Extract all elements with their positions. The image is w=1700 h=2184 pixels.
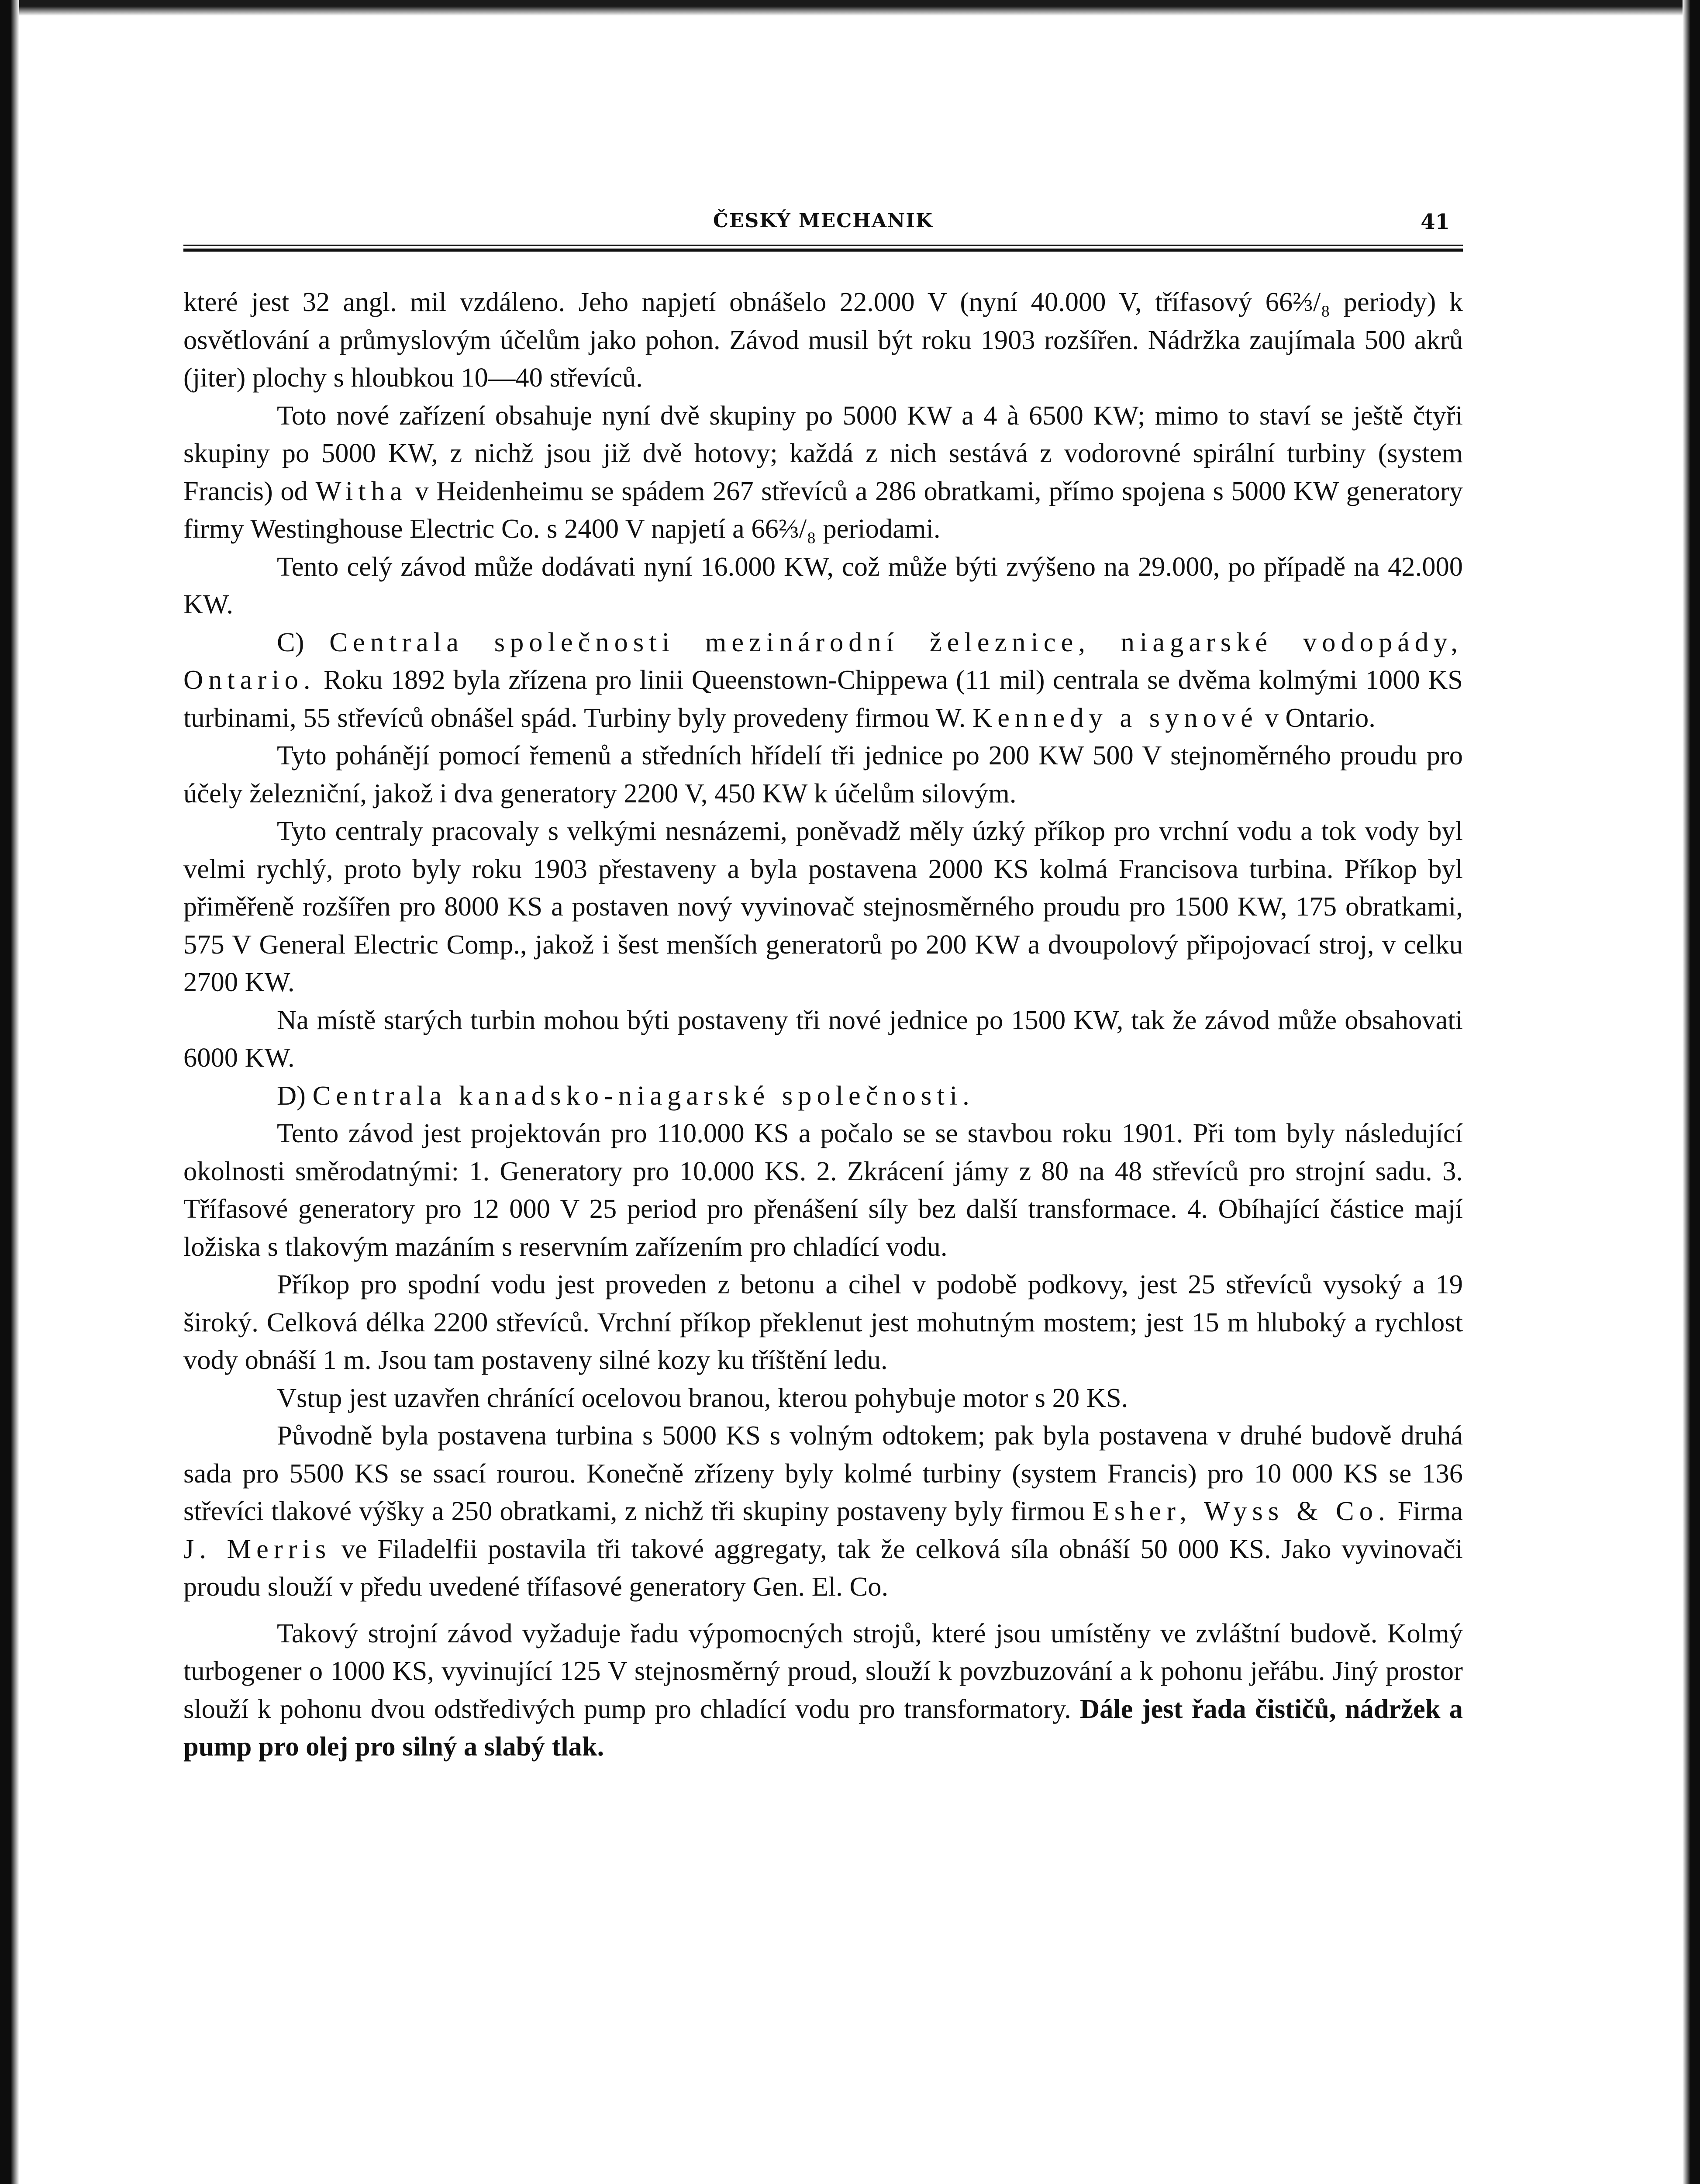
text-run: v Ontario. bbox=[1258, 702, 1376, 733]
scan-border-left bbox=[0, 0, 19, 2184]
paragraph bbox=[183, 397, 1463, 548]
spaced-emphasis: Centrala společnosti mezinárodní železnice, niagarské vodopády, Ontario. bbox=[183, 626, 1463, 695]
bold-text: Dále jest řada čističů, nádržek a pump pro olej pro silný a slabý tlak. bbox=[183, 1693, 1463, 1762]
spaced-emphasis: J. Merris bbox=[183, 1533, 331, 1564]
spaced-emphasis: Centrala kanadsko-niagarské společnosti. bbox=[312, 1080, 975, 1111]
text-run: Tyto pohánějí pomocí řemenů a středních hřídelí tři jednice po 200 KW 500 V stejnoměrného proudu pro účely železniční, jakož i dva generatory 2200 V, 450 KW k účelům silovým. bbox=[183, 740, 1463, 809]
text-run: Takový strojní závod vyžaduje řadu výpomocných strojů, které jsou umístěny ve zvláštní budově. Kolmý turbogener o 1000 KS, vyvinující 125 V stejnosměrný proud, slouží k povzbuzování a k pohonu jeřábu. Jiný prostor slouží k pohonu dvou odstředivých pump pro chladící vodu pro transformatory. bbox=[183, 1617, 1463, 1724]
text-run: Na místě starých turbin mohou býti postaveny tři nové jednice po 1500 KW, tak že závod může obsahovati 6000 KW. bbox=[183, 1004, 1463, 1073]
text-run: Příkop pro spodní vodu jest proveden z betonu a cihel v podobě podkovy, jest 25 střevíců vysoký a 19 široký. Celková délka 2200 střevíců. Vrchní příkop překlenut jest mohutným mostem; jest 15 m hluboký a rychlost vody obnáší 1 m. Jsou tam postaveny silné kozy ku tříštění ledu. bbox=[183, 1269, 1463, 1375]
paragraph bbox=[183, 1614, 1463, 1766]
text-run: Původně byla postavena turbina s 5000 KS s volným odtokem; pak byla postavena v druhé budově druhá sada pro 5500 KS se ssací rourou. Konečně zřízeny byly kolmé turbiny (system Francis) pro 10 000 KS se 136 střevíci tlakové výšky a 250 obratkami, z nichž tři skupiny postaveny byly firmou bbox=[183, 1420, 1463, 1526]
paragraph bbox=[183, 548, 1463, 623]
text-run: které jest 32 angl. mil vzdáleno. Jeho napjetí obnášelo 22.000 V (nyní 40.000 V, třífasový 66⅔/₈ periody) k osvětlování a průmyslovým účelům jako pohon. Závod musil být roku 1903 rozšířen. Nádržka zaujímala 500 akrů (jiter) plochy s hloubkou 10—40 střevíců. bbox=[183, 287, 1463, 393]
paragraph bbox=[183, 1417, 1463, 1606]
spaced-emphasis: Esher, Wyss & Co. bbox=[1092, 1496, 1390, 1526]
spaced-emphasis: Witha bbox=[315, 475, 407, 506]
paragraph bbox=[183, 1265, 1463, 1379]
running-title: ČESKÝ MECHANIK bbox=[713, 210, 934, 232]
page-number: 41 bbox=[1421, 210, 1450, 234]
scan-border-top bbox=[0, 0, 1700, 16]
text-run: Tento závod jest projektován pro 110.000 KS a počalo se se stavbou roku 1901. Při tom byly následující okolnosti směrodatnými: 1. Generatory pro 10.000 KS. 2. Zkrácení jámy z 80 na 48 střevíců pro strojní sadu. 3. Třífasové generatory pro 12 000 V 25 period pro přenášení síly bez další transformace. 4. Obíhající částice mají ložiska s tlakovým mazáním s reservním zařízením pro chladící vodu. bbox=[183, 1118, 1463, 1262]
paragraph bbox=[183, 1379, 1463, 1417]
paragraph bbox=[183, 812, 1463, 1001]
paragraph bbox=[183, 623, 1463, 737]
scan-border-right bbox=[1683, 0, 1700, 2184]
text-run: v Heidenheimu se spádem 267 střevíců a 286 obratkami, přímo spojena s 5000 KW generatory firmy Westinghouse Electric Co. s 2400 V napjetí a 66⅔/₈ periodami. bbox=[183, 475, 1463, 544]
text-run: Vstup jest uzavřen chránící ocelovou branou, kterou pohybuje motor s 20 KS. bbox=[277, 1382, 1128, 1413]
text-run: Firma bbox=[1390, 1496, 1463, 1526]
text-run: Roku 1892 byla zřízena pro linii Queenstown-Chippewa (11 mil) centrala se dvěma kolmými 1000 KS turbinami, 55 střevíců obnášel spád. Turbiny byly provedeny firmou W. bbox=[183, 664, 1463, 733]
spaced-emphasis: Kennedy a synové bbox=[972, 702, 1258, 733]
book-page bbox=[183, 210, 1463, 1766]
paragraph bbox=[183, 736, 1463, 812]
body-text bbox=[183, 283, 1463, 1766]
paragraph bbox=[183, 283, 1463, 397]
running-header bbox=[183, 210, 1463, 245]
text-run: C) bbox=[277, 626, 330, 657]
paragraph bbox=[183, 1001, 1463, 1077]
text-run: ve Filadelfii postavila tři takové aggregaty, tak že celková síla obnáší 50 000 KS. Jako vyvinovači proudu slouží v předu uvedené třífasové generatory Gen. El. Co. bbox=[183, 1533, 1463, 1602]
text-run: Toto nové zařízení obsahuje nyní dvě skupiny po 5000 KW a 4 à 6500 KW; mimo to staví se ještě čtyři skupiny po 5000 KW, z nichž jsou již dvě hotovy; každá z nich sestává z vodorovné spirální turbiny (system Francis) od bbox=[183, 400, 1463, 506]
paragraph bbox=[183, 1077, 1463, 1115]
text-run: D) bbox=[277, 1080, 313, 1111]
text-run: Tento celý závod může dodávati nyní 16.000 KW, což může býti zvýšeno na 29.000, po případě na 42.000 KW. bbox=[183, 551, 1463, 619]
header-rule-thick bbox=[183, 249, 1463, 252]
header-rule-thin bbox=[183, 245, 1463, 246]
text-run: Tyto centraly pracovaly s velkými nesnázemi, poněvadž měly úzký příkop pro vrchní vodu a tok vody byl velmi rychlý, proto byly roku 1903 přestaveny a byla postavena 2000 KS kolmá Francisova turbina. Příkop byl přiměřeně rozšířen pro 8000 KS a postaven nový vyvinovač stejnosměrného proudu pro 1500 KW, 175 obratkami, 575 V General Electric Comp., jakož i šest menších generatorů po 200 KW a dvoupolový připojovací stroj, v celku 2700 KW. bbox=[183, 816, 1463, 997]
paragraph bbox=[183, 1114, 1463, 1265]
